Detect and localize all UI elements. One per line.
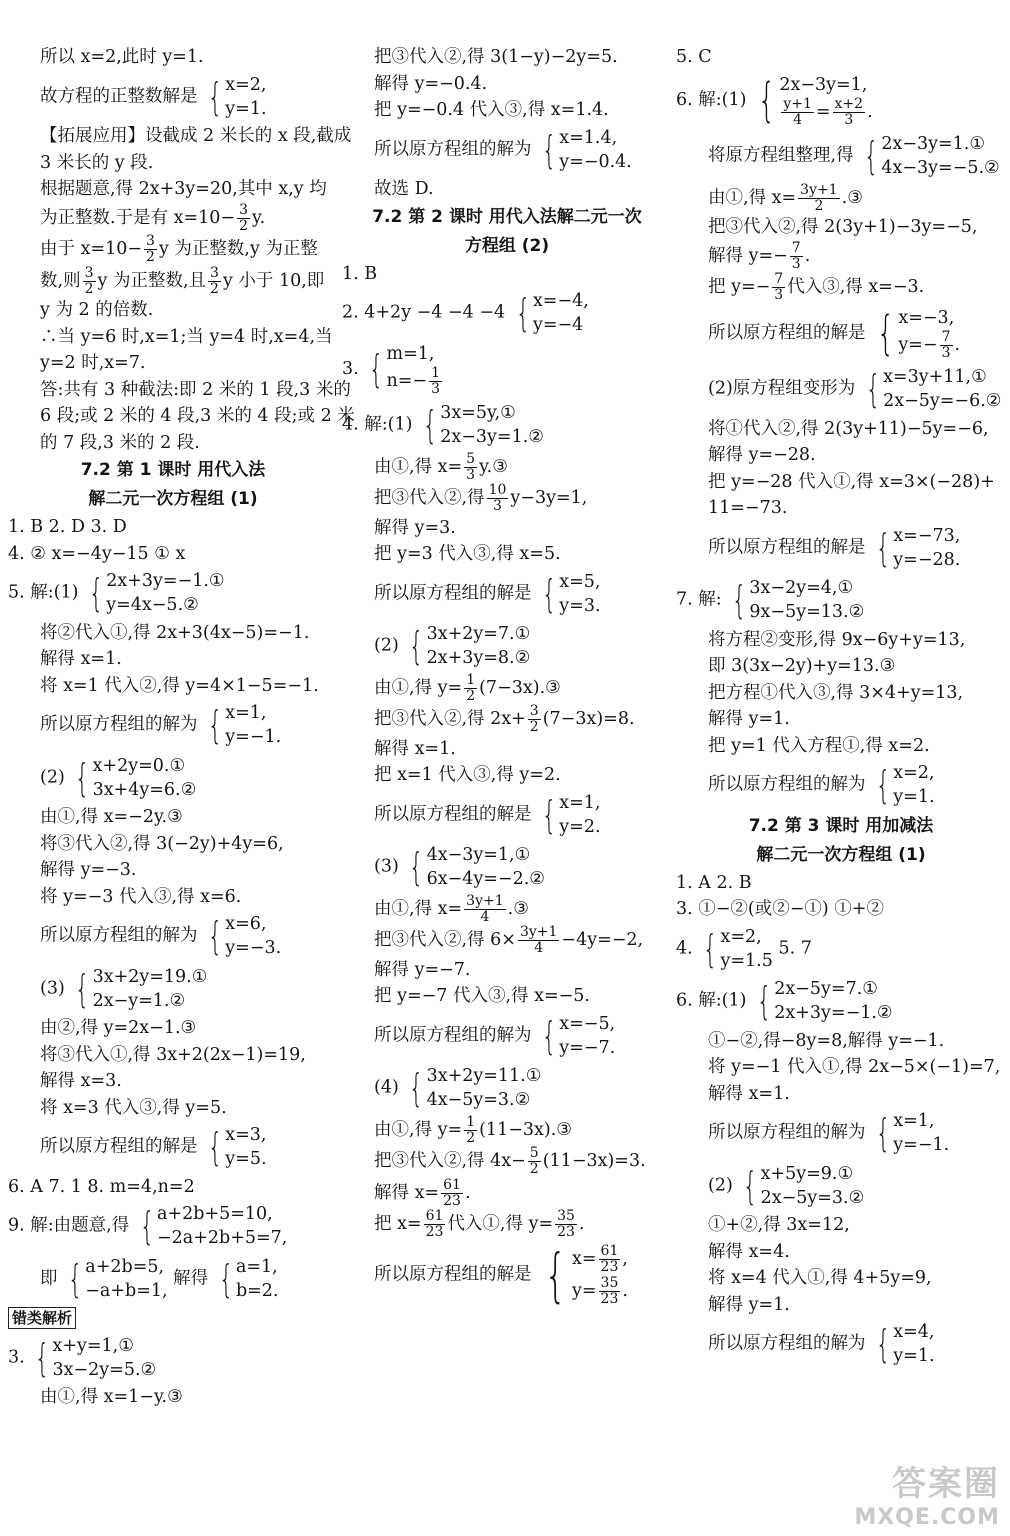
- equation-system: { x=5, y=3.: [541, 571, 601, 616]
- text-line: 故选 D.: [374, 179, 434, 199]
- equation-system: { 2x−3y=1.① 4x−3y=−5.②: [863, 134, 1000, 178]
- answer-line: 6. 解:(1) { 2x−3y=1, $\frac{y+1}{4}$ = $\frac{x+2}{3}$ .: [676, 73, 873, 128]
- text-line: 为正整数.于是有 x=10− $\frac{3}{2}$ y.: [40, 201, 266, 234]
- text-line: [8, 1305, 338, 1331]
- text-line: 答:共有 3 种截法:即 2 米的 1 段,3 米的: [40, 379, 351, 400]
- text-line: 解得 x=1.: [374, 738, 456, 759]
- answer-line: 6. A 7. 1 8. m=4,n=2: [8, 1176, 195, 1197]
- column-middle: [342, 44, 672, 1309]
- fraction: $\frac{3}{2}$: [529, 703, 539, 735]
- text-line: 所以原方程组的解是 { x=−3, y=− $\frac{7}{3}$ .: [708, 306, 961, 361]
- equation-system: { x+y=1,① 3x−2y=5.②: [35, 1335, 157, 1380]
- text-line: 解得 y=1.: [708, 709, 790, 729]
- text-line: 解得 y=− $\frac{7}{3}$ .: [708, 239, 811, 272]
- equation-system: { x=2, y=1.5: [703, 926, 773, 971]
- text-line: 所以原方程组的解为 { x=6, y=−3.: [40, 914, 282, 958]
- text-line: 由②,得 y=2x−1.③: [40, 1018, 197, 1038]
- equation-system: { x=−73, y=−28.: [875, 525, 961, 570]
- equation-system: { x=6, y=−3.: [207, 914, 282, 958]
- equation-system: { 2x−3y=1, $\frac{y+1}{4}$ = $\frac{x+2}{3}$ .: [757, 73, 873, 128]
- text-line: 解得 x=1.: [40, 649, 122, 669]
- text-line: 将 x=3 代入③,得 y=5.: [40, 1097, 227, 1118]
- text-line: 解得 y=3.: [374, 517, 456, 538]
- text-line: (4) { 3x+2y=11.① 4x−5y=3.②: [374, 1066, 542, 1110]
- equation-system: { x=1, y=2.: [541, 792, 601, 837]
- section-heading: 解二元一次方程组 (1): [756, 844, 926, 865]
- equation-system: { 2x+3y=−1.① y=4x−5.②: [88, 571, 225, 615]
- text-line: 所以原方程组的解是 { x=5, y=3.: [374, 571, 601, 616]
- text-line: 所以原方程组的解是 { x=−73, y=−28.: [708, 525, 961, 570]
- text-line: 将②代入①,得 2x+3(4x−5)=−1.: [40, 622, 310, 643]
- equation-system: { x=−4, y=−4: [515, 291, 589, 335]
- equation-system: { m=1, n=− $\frac{1}{3}$: [369, 343, 440, 397]
- text-line: 解得 y=−0.4.: [374, 73, 488, 94]
- text-line: 把 y=3 代入③,得 x=5.: [374, 544, 561, 564]
- answer-line: 1. A 2. B: [676, 872, 752, 893]
- equation-system: { a=1, b=2.: [218, 1256, 279, 1301]
- text-line: 把③代入②,得 $\frac{10}{3}$ y−3y=1,: [374, 482, 588, 514]
- text-line: 把③代入②,得 3(1−y)−2y=5.: [374, 47, 618, 67]
- section-heading: 7.2 第 3 课时 用加减法: [748, 815, 934, 836]
- fraction: $\frac{7}{3}$: [791, 239, 801, 272]
- equation-system: { 2x−5y=7.① 2x+3y=−1.②: [756, 979, 893, 1023]
- text-line: 把③代入②,得 2(3y+1)−3y=−5,: [708, 217, 978, 237]
- text-line: (2) { x+2y=0.① 3x+4y=6.②: [40, 755, 197, 800]
- text-line: 即 3(3x−2y)+y=13.③: [708, 656, 896, 676]
- text-line: 把 y=−0.4 代入③,得 x=1.4.: [374, 100, 609, 120]
- text-line: 将③代入①,得 3x+2(2x−1)=19,: [40, 1044, 306, 1065]
- text-line: 解得 y=1.: [708, 1294, 790, 1315]
- text-line: 解得 y=−3.: [40, 860, 137, 880]
- fraction: $\frac{3}{2}$: [239, 201, 249, 234]
- answer-line: 9. 解:由题意,得 { a+2b+5=10, −2a+2b+5=7,: [8, 1204, 288, 1248]
- equation-system: { x=4, y=1.: [875, 1322, 935, 1366]
- text-line: 把 y=− $\frac{7}{3}$ 代入③,得 x=−3.: [708, 271, 925, 303]
- text-line: 由①,得 x=−2y.③: [40, 807, 183, 827]
- text-line: 把 y=−28 代入①,得 x=3×(−28)+: [708, 471, 995, 492]
- text-line: 所以原方程组的解为 { x=1.4, y=−0.4.: [374, 127, 632, 172]
- equation-system: { 3x−2y=4,① 9x−5y=13.②: [732, 578, 865, 622]
- fraction: $\frac{61}{23}$: [443, 1176, 461, 1209]
- text-line: 所以原方程组的解为 { x=2, y=1.: [708, 763, 935, 807]
- text-line: 解得 x=4.: [708, 1241, 790, 1262]
- answer-line: 3. { x+y=1,① 3x−2y=5.②: [8, 1335, 157, 1380]
- fraction: $\frac{61}{23}$: [425, 1208, 444, 1240]
- equation-system: { x=−3, y=− $\frac{7}{3}$ .: [876, 306, 961, 361]
- equation-system: { 3x+2y=7.① 2x+3y=8.②: [409, 624, 531, 668]
- equation-system: { x=−5, y=−7.: [541, 1013, 616, 1058]
- text-line: 将原方程组整理,得 { 2x−3y=1.① 4x−3y=−5.②: [708, 134, 1000, 178]
- fraction: $\frac{3y+1}{2}$: [800, 181, 838, 214]
- fraction: $\frac{3y+1}{4}$: [519, 924, 558, 956]
- fraction: $\frac{7}{3}$: [774, 271, 784, 303]
- text-line: 由①,得 x= $\frac{5}{3}$ y.③: [374, 450, 508, 483]
- text-line: 根据题意,得 2x+3y=20,其中 x,y 均: [40, 179, 327, 199]
- text-line: 所以原方程组的解为 { x=−5, y=−7.: [374, 1013, 616, 1058]
- text-line: 将①代入②,得 2(3y+11)−5y=−6,: [708, 418, 989, 439]
- column-right: [676, 44, 1006, 1371]
- text-line: ∴当 y=6 时,x=1;当 y=4 时,x=4,当: [40, 326, 333, 347]
- text-line: 把 y=1 代入方程①,得 x=2.: [708, 735, 930, 756]
- equation-system: { x=3, y=5.: [207, 1125, 267, 1169]
- text-line: 的 7 段,3 米的 2 段.: [40, 432, 200, 453]
- text-line: 即 { a+2b=5, −a+b=1, 解得 { a=1, b=2.: [40, 1256, 279, 1301]
- answer-line: 5. 解:(1) { 2x+3y=−1.① y=4x−5.②: [8, 571, 225, 615]
- text-line: 将③代入②,得 3(−2y)+4y=6,: [40, 833, 284, 854]
- fraction: $\frac{1}{2}$: [466, 1113, 476, 1146]
- text-line: 将 x=1 代入②,得 y=4×1−5=−1.: [40, 675, 319, 696]
- text-line: 将 y=−1 代入①,得 2x−5×(−1)=7,: [708, 1057, 1001, 1077]
- equation-system: { 3x+2y=19.① 2x−y=1.②: [75, 966, 208, 1011]
- fraction: $\frac{35}{23}$: [557, 1208, 575, 1240]
- text-line: 将方程②变形,得 9x−6y+y=13,: [708, 629, 966, 650]
- text-line: 由于 x=10− $\frac{3}{2}$ y 为正整数,y 为正整: [40, 233, 318, 265]
- text-line: 故方程的正整数解是 { x=2, y=1.: [40, 74, 267, 119]
- text-line: (2) { 3x+2y=7.① 2x+3y=8.②: [374, 624, 531, 668]
- watermark-logo: 答案圈 MXQE.COM: [854, 1464, 1000, 1530]
- fraction: $\frac{3y+1}{4}$: [466, 892, 504, 925]
- text-line: y 为 2 的倍数.: [40, 300, 154, 320]
- fraction: $\frac{61}{23}$: [600, 1242, 619, 1275]
- answer-line: 2. 4+2y −4 −4 −4 { x=−4, y=−4: [342, 291, 589, 335]
- text-line: 解得 x= $\frac{61}{23}$ .: [374, 1176, 471, 1209]
- fraction: $\frac{1}{3}$: [431, 364, 440, 397]
- answer-line: 7. 解: { 3x−2y=4,① 9x−5y=13.②: [676, 578, 865, 622]
- answer-line: 4. ② x=−4y−15 ① x: [8, 543, 186, 564]
- text-line: 所以原方程组的解为 { x=4, y=1.: [708, 1322, 935, 1366]
- text-line: (3) { 3x+2y=19.① 2x−y=1.②: [40, 966, 208, 1011]
- fraction: $\frac{3}{2}$: [84, 264, 94, 297]
- equation-system: { x= $\frac{61}{23}$ , y= $\frac{35}{23}$ .: [544, 1240, 628, 1309]
- text-line: 把 x=1 代入③,得 y=2.: [374, 765, 561, 785]
- text-line: 所以原方程组的解为 { x=1, y=−1.: [708, 1111, 950, 1155]
- equation-system: { x=2, y=1.: [207, 74, 267, 119]
- equation-system: { x=3y+11,① 2x−5y=−6.②: [865, 367, 1002, 411]
- equation-system: { x=1, y=−1.: [875, 1111, 950, 1155]
- section-heading: 7.2 第 2 课时 用代入法解二元一次: [372, 206, 642, 227]
- text-line: (2) { x+5y=9.① 2x−5y=3.②: [708, 1163, 865, 1208]
- text-line: 6 段;或 2 米的 4 段,3 米的 4 段;或 2 米: [40, 406, 355, 426]
- text-line: 由①,得 x= $\frac{3y+1}{4}$ .③: [374, 892, 529, 925]
- fraction: $\frac{1}{2}$: [466, 671, 476, 704]
- equation-system: { x=1, y=−1.: [207, 703, 282, 747]
- text-line: 把③代入②,得 4x− $\frac{5}{2}$ (11−3x)=3.: [374, 1145, 646, 1177]
- fraction: $\frac{7}{3}$: [941, 328, 951, 361]
- text-line: (3) { 4x−3y=1,① 6x−4y=−2.②: [374, 845, 545, 889]
- equation-system: { x=2, y=1.: [875, 763, 935, 807]
- equation-system: { x+2y=0.① 3x+4y=6.②: [75, 755, 197, 800]
- answer-line: 3. ①−②(或②−①) ①+②: [676, 899, 884, 919]
- text-line: 所以原方程组的解是 { x= $\frac{61}{23}$ , y= $\frac{35}{23}$ .: [374, 1240, 628, 1309]
- equation-system: { x+5y=9.① 2x−5y=3.②: [743, 1163, 865, 1208]
- fraction: $\frac{5}{3}$: [466, 450, 476, 483]
- fraction: $\frac{5}{2}$: [529, 1145, 539, 1177]
- answer-line: 1. B 2. D 3. D: [8, 517, 127, 537]
- text-line: 由①,得 y= $\frac{1}{2}$ (7−3x).③: [374, 671, 561, 704]
- text-line: 由①,得 x=1−y.③: [40, 1387, 183, 1407]
- error-analysis-tag: 错类解析: [8, 1307, 76, 1329]
- text-line: 解得 x=3.: [40, 1071, 122, 1091]
- equation-system: { a+2b+5=10, −2a+2b+5=7,: [139, 1204, 288, 1248]
- text-line: 把 x= $\frac{61}{23}$ 代入①,得 y= $\frac{35}{23}$ .: [374, 1208, 585, 1240]
- answer-line: 1. B: [342, 263, 378, 284]
- equation-system: { 3x+2y=11.① 4x−5y=3.②: [409, 1066, 542, 1110]
- text-line: ①−②,得−8y=8,解得 y=−1.: [708, 1030, 945, 1051]
- fraction: $\frac{10}{3}$: [488, 482, 507, 514]
- text-line: 11=−73.: [708, 498, 788, 518]
- text-line: 3 米长的 y 段.: [40, 152, 154, 173]
- fraction: $\frac{y+1}{4}$: [783, 95, 812, 128]
- fraction: $\frac{x+2}{3}$: [834, 95, 864, 128]
- text-line: 把 y=−7 代入③,得 x=−5.: [374, 986, 590, 1006]
- text-line: (2)原方程组变形为 { x=3y+11,① 2x−5y=−6.②: [708, 367, 1002, 411]
- text-line: 把③代入②,得 2x+ $\frac{3}{2}$ (7−3x)=8.: [374, 703, 635, 735]
- text-line: y=2 时,x=7.: [40, 353, 146, 373]
- column-left: [8, 44, 355, 1411]
- answer-line: 3. { m=1, n=− $\frac{1}{3}$: [342, 340, 672, 399]
- equation-system: { 3x=5y,① 2x−3y=1.②: [422, 403, 544, 447]
- text-line: 将 x=4 代入①,得 4+5y=9,: [708, 1268, 932, 1288]
- fraction: $\frac{3}{2}$: [146, 233, 155, 265]
- section-heading: 7.2 第 1 课时 用代入法: [80, 460, 266, 480]
- text-line: 由①,得 x= $\frac{3y+1}{2}$ .③: [708, 181, 863, 214]
- answer-line: 5. C: [676, 47, 712, 67]
- equation-system: { x=1.4, y=−0.4.: [541, 127, 632, 172]
- answer-line: 4. 解:(1) { 3x=5y,① 2x−3y=1.②: [342, 403, 544, 447]
- text-line: 解得 y=−7.: [374, 959, 471, 980]
- fraction: $\frac{35}{23}$: [600, 1274, 619, 1307]
- text-line: 【拓展应用】设截成 2 米长的 x 段,截成: [40, 126, 352, 146]
- text-line: 解得 x=1.: [708, 1083, 790, 1104]
- text-line: 解得 y=−28.: [708, 445, 816, 465]
- text-line: ①+②,得 3x=12,: [708, 1215, 850, 1235]
- fraction: $\frac{3}{2}$: [210, 264, 219, 297]
- equation-system: { a+2b=5, −a+b=1,: [67, 1256, 168, 1301]
- section-heading: 解二元一次方程组 (1): [88, 489, 258, 509]
- answer-line: 6. 解:(1) { 2x−5y=7.① 2x+3y=−1.②: [676, 979, 893, 1023]
- text-line: 把③代入②,得 6× $\frac{3y+1}{4}$ −4y=−2,: [374, 924, 644, 956]
- text-line: 所以 x=2,此时 y=1.: [40, 47, 204, 67]
- text-line: 把方程①代入③,得 3×4+y=13,: [708, 682, 964, 703]
- text-line: 将 y=−3 代入③,得 x=6.: [40, 886, 242, 907]
- text-line: 由①,得 y= $\frac{1}{2}$ (11−3x).③: [374, 1113, 572, 1146]
- answer-line: 4. { x=2, y=1.5 5. 7: [676, 926, 812, 971]
- section-heading: 方程组 (2): [464, 235, 550, 256]
- text-line: 数,则 $\frac{3}{2}$ y 为正整数,且 $\frac{3}{2}$ y 小于 10,即: [40, 264, 325, 297]
- equation-system: { 4x−3y=1,① 6x−4y=−2.②: [409, 845, 545, 889]
- text-line: 所以原方程组的解是 { x=3, y=5.: [40, 1125, 267, 1169]
- text-line: 所以原方程组的解为 { x=1, y=−1.: [40, 703, 282, 747]
- text-line: 所以原方程组的解是 { x=1, y=2.: [374, 792, 601, 837]
